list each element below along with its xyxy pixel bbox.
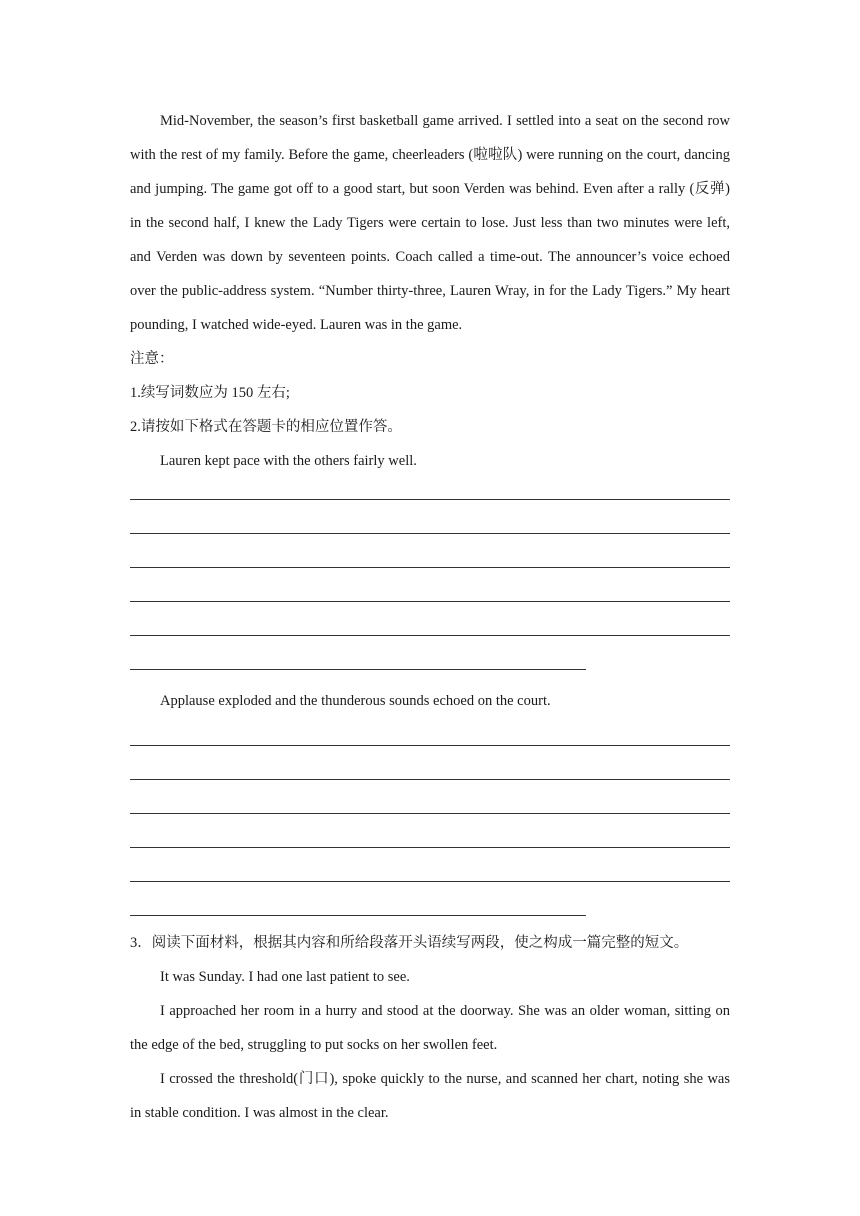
continuation-prompt-1: Lauren kept pace with the others fairly well. [160, 453, 417, 469]
answer-line [130, 546, 730, 580]
answer-line [130, 580, 730, 614]
answer-lines-2 [130, 724, 730, 928]
answer-line [130, 614, 730, 648]
answer-line [130, 860, 730, 894]
answer-line [130, 894, 730, 928]
answer-line [130, 758, 730, 792]
notes-heading: 注意： [130, 351, 174, 367]
question-3-paragraph-3: I crossed the threshold(门口), spoke quickly to the nurse, and scanned her chart, noting she was in stable condition. I was almost in the clear. [130, 1071, 730, 1121]
answer-line [130, 792, 730, 826]
answer-line [130, 826, 730, 860]
question-3-instruction: 3．阅读下面材料，根据其内容和所给段落开头语续写两段，使之构成一篇完整的短文。 [130, 935, 689, 951]
answer-line [130, 478, 730, 512]
note-item-word-count: 1.续写词数应为 150 左右; [130, 385, 290, 401]
document-page [130, 104, 730, 1130]
question-3-paragraph-1: It was Sunday. I had one last patient to see. [160, 969, 410, 985]
answer-lines-1 [130, 478, 730, 682]
question-3-paragraph-2: I approached her room in a hurry and stood at the doorway. She was an older woman, sitting on the edge of the bed, struggling to put socks on her swollen feet. [130, 1003, 730, 1053]
answer-line [130, 648, 730, 682]
answer-line [130, 512, 730, 546]
answer-line [130, 724, 730, 758]
story-paragraph: Mid-November, the season’s first basketball game arrived. I settled into a seat on the second row with the rest of my family. Before the game, cheerleaders (啦啦队) were running on the court, dancing and jumping. The game got off to a good start, but soon Verden was behind. Even after a rally (反弹) in the second half, I knew the Lady Tigers were certain to lose. Just less than two minutes were left, and Verden was down by seventeen points. Coach called a time-out. The announcer’s voice echoed over the public-address system. “Number thirty-three, Lauren Wray, in for the Lady Tigers.” My heart pounding, I watched wide-eyed. Lauren was in the game. [130, 113, 730, 333]
note-item-format: 2.请按如下格式在答题卡的相应位置作答。 [130, 419, 402, 435]
continuation-prompt-2: Applause exploded and the thunderous sounds echoed on the court. [160, 693, 551, 709]
